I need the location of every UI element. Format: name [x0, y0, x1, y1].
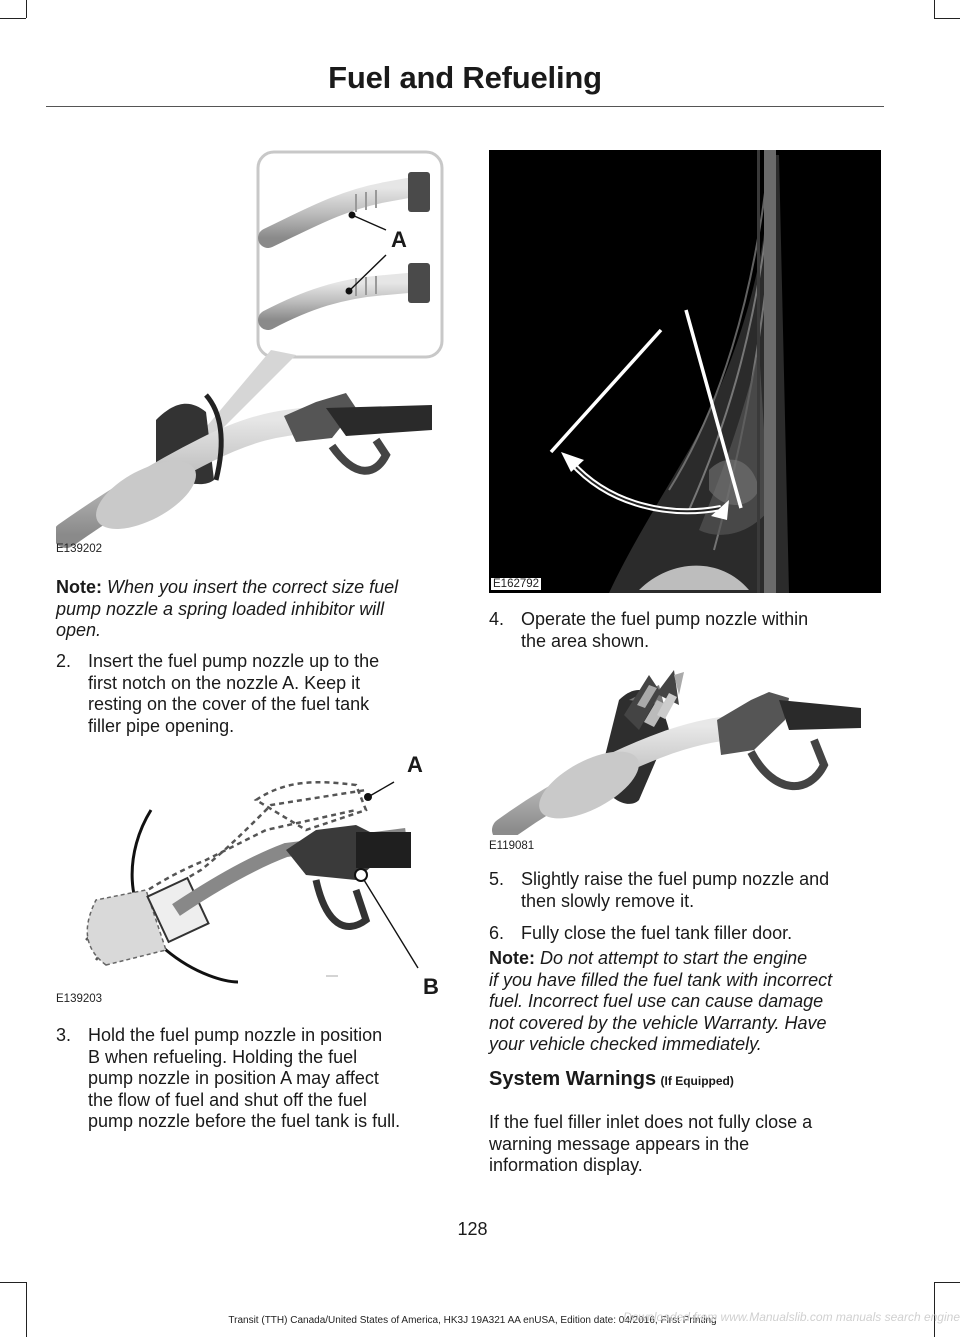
step-line: resting on the cover of the fuel tank	[88, 694, 370, 714]
callout-letter-a: A	[391, 227, 407, 252]
crop-mark	[934, 0, 935, 18]
note-inhibitor	[56, 577, 451, 642]
crop-mark	[26, 0, 27, 18]
figure-code: E162792	[493, 578, 540, 590]
step-line: the area shown.	[521, 630, 650, 651]
step-number: 2.	[56, 651, 72, 671]
crop-mark	[26, 1282, 27, 1337]
section-heading-text: System Warnings	[489, 1068, 657, 1090]
note-line: open.	[56, 620, 102, 640]
step-line: Fully close the fuel tank filler door.	[521, 923, 793, 943]
step-number: 6.	[489, 923, 505, 943]
crop-mark	[0, 18, 26, 19]
step-line: pump nozzle in position A may affect	[88, 1068, 379, 1088]
note-line: Do not attempt to start the engine	[540, 948, 808, 968]
step-number: 4.	[489, 609, 505, 629]
nozzle-positions-illustration	[56, 750, 446, 990]
section-qualifier: (If Equipped)	[660, 1074, 734, 1088]
step-line: Insert the fuel pump nozzle up to the	[88, 651, 380, 671]
step-line: Slightly raise the fuel pump nozzle and	[521, 869, 830, 889]
crop-mark	[934, 1282, 960, 1283]
note-line: not covered by the vehicle Warranty. Have	[489, 1012, 827, 1033]
figure-operating-area	[489, 150, 881, 593]
callout-letter-b: B	[423, 974, 439, 999]
step-5	[489, 869, 889, 914]
step-2	[56, 651, 451, 741]
raise-nozzle-illustration	[489, 660, 884, 835]
step-6	[489, 923, 889, 947]
step-line: filler pipe opening.	[88, 715, 235, 736]
step-4	[489, 609, 889, 654]
note-incorrect-fuel	[489, 948, 889, 1056]
crop-mark	[934, 18, 960, 19]
paragraph-line: warning message appears in the	[489, 1133, 750, 1154]
callout-letter-a: A	[407, 752, 423, 777]
paragraph-line: information display.	[489, 1155, 643, 1175]
note-line: When you insert the correct size fuel	[107, 577, 399, 597]
edition-line: Transit (TTH) Canada/United States of America, HK3J 19A321 AA enUSA, Edition date: 04/2016, First Printing	[228, 1315, 717, 1326]
header-rule	[46, 106, 884, 107]
step-line: pump nozzle before the fuel tank is full.	[88, 1111, 401, 1131]
step-number: 5.	[489, 869, 505, 889]
figure-code: E139202	[56, 543, 103, 555]
step-line: B when refueling. Holding the fuel	[88, 1046, 358, 1067]
figure-nozzle-positions	[56, 750, 446, 1010]
nozzle-inset-illustration	[56, 150, 444, 560]
note-line: pump nozzle a spring loaded inhibitor will	[56, 598, 385, 619]
figure-code: E119081	[489, 840, 535, 852]
figure-raise-nozzle	[489, 660, 884, 855]
note-label: Note:	[56, 577, 102, 597]
note-line: fuel. Incorrect fuel use can cause damage	[489, 991, 824, 1011]
step-line: the flow of fuel and shut off the fuel	[88, 1089, 367, 1110]
step-line: then slowly remove it.	[521, 890, 695, 911]
step-number: 3.	[56, 1025, 72, 1045]
note-line: if you have filled the fuel tank with incorrect	[489, 969, 833, 990]
note-line: your vehicle checked immediately.	[489, 1034, 762, 1054]
note-label: Note:	[489, 948, 535, 968]
page-title: Fuel and Refueling	[328, 60, 602, 95]
paragraph-line: If the fuel filler inlet does not fully close a	[489, 1112, 813, 1132]
step-3	[56, 1025, 456, 1137]
operating-area-photo	[489, 150, 881, 593]
crop-mark	[0, 1282, 26, 1283]
page-number: 128	[457, 1219, 488, 1239]
figure-code: E139203	[56, 993, 103, 1005]
warning-paragraph	[489, 1112, 889, 1177]
watermark: Downloaded from www.Manualslib.com manuals search engine	[623, 1310, 960, 1324]
step-line: Operate the fuel pump nozzle within	[521, 609, 809, 629]
section-heading	[489, 1068, 889, 1091]
step-line: first notch on the nozzle A. Keep it	[88, 672, 361, 693]
step-line: Hold the fuel pump nozzle in position	[88, 1025, 383, 1045]
figure-nozzle-inset	[56, 150, 444, 560]
